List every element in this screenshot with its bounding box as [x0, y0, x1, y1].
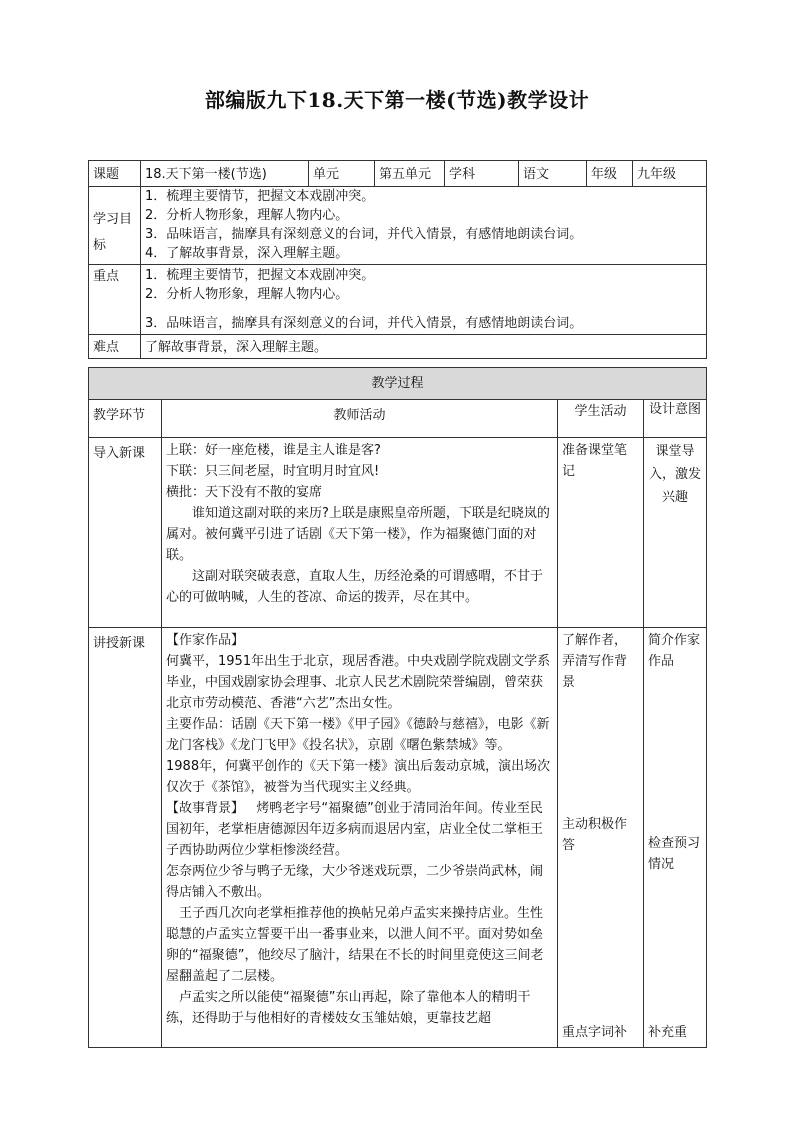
lecture-intent [644, 628, 707, 1048]
background-paragraph: 怎奈两位少爷与鸭子无缘，大少爷迷戏玩票，二少爷崇尚武林，闹得店铺入不敷出。 [166, 864, 544, 900]
goals-label-text: 学习目标 [93, 212, 133, 253]
key-label: 重点 [89, 265, 141, 335]
intro-stage: 导入新课 [89, 438, 162, 628]
grade-value: 九年级 [633, 161, 707, 187]
process-table [88, 367, 707, 1048]
author-works: 主要作品：话剧《天下第一楼》《甲子园》《德龄与慈禧》，电影《新龙门客栈》《龙门飞甲》《投名状》，京剧《曙色紫禁城》等。 [166, 717, 550, 753]
intent-2: 检查预习情况 [648, 836, 701, 872]
process-header: 教学过程 [89, 368, 707, 400]
intro-paragraph: 这副对联突破表意，直取人生，历经沧桑的可谓感喟，不甘于心的可做呐喊，人生的苍凉、命运的拨弄，尽在其中。 [166, 569, 544, 605]
col-student: 学生活动 [558, 400, 644, 438]
intro-paragraph: 谁知道这副对联的来历?上联是康熙皇帝所题，下联是纪晓岚的属对。被何冀平引进了话剧《天下第一楼》，作为福聚德门面的对联。 [166, 506, 550, 563]
goal-item: 3．品味语言，揣摩具有深刻意义的台词，并代入情景，有感情地朗读台词。 [145, 227, 583, 242]
intro-teacher [162, 438, 558, 628]
couplet-lower: 下联：只三间老屋，时宜明月时宜风! [166, 464, 380, 479]
goal-item: 1．梳理主要情节，把握文本戏剧冲突。 [145, 189, 375, 204]
col-intent: 设计意图 [644, 400, 707, 438]
key-content [141, 265, 707, 335]
goal-item: 4．了解故事背景，深入理解主题。 [145, 246, 349, 261]
couplet-upper: 上联：好一座危楼，谁是主人谁是客? [166, 443, 381, 458]
lecture-student [558, 628, 644, 1048]
author-premiere: 1988年，何冀平创作的《天下第一楼》演出后轰动京城，演出场次仅次于《茶馆》，被誉为当代现实主义经典。 [166, 759, 551, 795]
grade-label: 年级 [587, 161, 633, 187]
col-teacher: 教师活动 [162, 400, 558, 438]
key-item: 3．品味语言，揣摩具有深刻意义的台词，并代入情景，有感情地朗读台词。 [145, 316, 583, 331]
background-paragraph: 卢孟实之所以能使“福聚德”东山再起，除了靠他本人的精明干练，还得助于与他相好的青楼妓女玉雏姑娘，更靠技艺超 [166, 990, 531, 1026]
intro-intent: 课堂导入，激发兴趣 [644, 438, 707, 628]
student-activity-1: 了解作者，弄清写作背景 [562, 633, 628, 690]
info-table [88, 160, 707, 359]
lecture-teacher [162, 628, 558, 1048]
unit-label: 单元 [309, 161, 375, 187]
lecture-stage: 讲授新课 [89, 628, 162, 1048]
background-text: 烤鸭老字号“福聚德”创业于清同治年间。传业至民国初年，老掌柜唐德源因年迈多病而退居内室，店业全仗二掌柜王子西协助两位少掌柜惨淡经营。 [166, 801, 544, 858]
document-title: 部编版九下18.天下第一楼(节选)教学设计 [204, 88, 590, 112]
couplet-horizontal: 横批：天下没有不散的宴席 [166, 485, 323, 500]
intent-1: 简介作家作品 [648, 633, 701, 669]
key-item: 1．梳理主要情节，把握文本戏剧冲突。 [145, 268, 375, 283]
background-paragraph: 王子西几次向老掌柜推荐他的换帖兄弟卢孟实来操持店业。生性聪慧的卢孟实立誓要干出一番事业来，以泄人间不平。面对势如垒卵的“福聚德”，他绞尽了脑汁，结果在不长的时间里竟使这三间老屋翻盖起了二层楼。 [166, 906, 544, 984]
course-label: 课题 [89, 161, 141, 187]
col-stage: 教学环节 [89, 400, 162, 438]
goals-content [141, 187, 707, 265]
difficulty-label: 难点 [89, 335, 141, 359]
unit-value: 第五单元 [375, 161, 445, 187]
course-value: 18.天下第一楼(节选) [141, 161, 309, 187]
background-paragraph [166, 798, 553, 861]
difficulty-value: 了解故事背景，深入理解主题。 [141, 335, 707, 359]
subject-label: 学科 [445, 161, 519, 187]
goals-label [89, 187, 141, 265]
intent-3: 补充重 [648, 1025, 688, 1040]
goal-item: 2．分析人物形象，理解人物内心。 [145, 208, 349, 223]
subject-value: 语文 [519, 161, 587, 187]
key-item: 2．分析人物形象，理解人物内心。 [145, 287, 349, 302]
author-heading: 【作家作品】 [166, 633, 245, 648]
intro-student: 准备课堂笔记 [558, 438, 644, 628]
student-activity-2: 主动积极作答 [562, 817, 628, 853]
background-heading: 【故事背景】 [166, 801, 245, 816]
student-activity-3: 重点字词补 [562, 1025, 628, 1040]
author-intro: 何冀平，1951年出生于北京，现居香港。中央戏剧学院戏剧文学系毕业，中国戏剧家协会理事、北京人民艺术剧院荣誉编剧，曾荣获北京市劳动模范、香港“六艺”杰出女性。 [166, 654, 551, 711]
